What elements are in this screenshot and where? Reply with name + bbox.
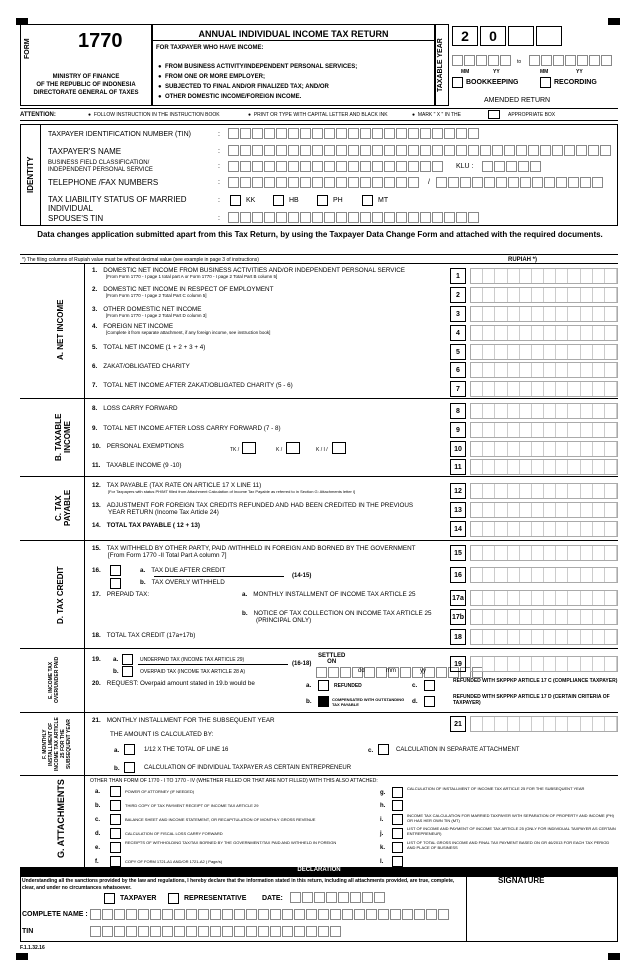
form-subtitle: FOR TAXPAYER WHO HAVE INCOME: bbox=[156, 45, 264, 51]
recording-checkbox[interactable] bbox=[540, 77, 551, 88]
installment-option-c-checkbox[interactable] bbox=[378, 744, 389, 755]
section-b-label: B. TAXABLE INCOME bbox=[54, 413, 72, 461]
line-number-14: 14 bbox=[450, 521, 466, 537]
spouse-tin-input[interactable] bbox=[228, 212, 480, 223]
line-9-label: TOTAL NET INCOME AFTER LOSS CARRY FORWARD (7 - 8) bbox=[103, 425, 281, 432]
refund-option-d-checkbox[interactable] bbox=[424, 696, 435, 707]
line-8-label: LOSS CARRY FORWARD bbox=[103, 405, 178, 412]
line-number-11: 11 bbox=[450, 459, 466, 475]
line-number-2: 2 bbox=[450, 287, 466, 303]
complete-name-input[interactable] bbox=[90, 909, 450, 920]
attachment-e-checkbox[interactable] bbox=[110, 842, 121, 853]
corner-marker bbox=[608, 18, 620, 25]
line-number-15: 15 bbox=[450, 545, 466, 561]
year-digit-1: 2 bbox=[452, 26, 478, 46]
form-label: FORM bbox=[24, 38, 31, 60]
data-change-notice: Data changes application submitted apart from this Tax Return, by using the Taxpayer Data Change Form and attached with the required documents. bbox=[37, 230, 603, 239]
attachment-b-checkbox[interactable] bbox=[110, 800, 121, 811]
line-number-6: 6 bbox=[450, 362, 466, 378]
line-14-amount[interactable] bbox=[470, 521, 618, 537]
line-17b-amount[interactable] bbox=[470, 609, 618, 625]
line-12-amount[interactable] bbox=[470, 483, 618, 499]
line-number-1: 1 bbox=[450, 268, 466, 284]
line-number-13: 13 bbox=[450, 502, 466, 518]
status-ph-checkbox[interactable] bbox=[317, 195, 328, 206]
line-11-amount[interactable] bbox=[470, 459, 618, 475]
line-number-17b: 17b bbox=[450, 609, 466, 625]
line-11-label: TAXABLE INCOME (9 -10) bbox=[106, 462, 182, 469]
attachment-g-checkbox[interactable] bbox=[392, 787, 403, 798]
tin-input[interactable] bbox=[228, 128, 480, 139]
section-a-label: A. NET INCOME bbox=[56, 299, 65, 361]
rupiah-label: RUPIAH *) bbox=[508, 257, 538, 263]
spouse-tin-label: SPOUSE'S TIN bbox=[48, 214, 104, 223]
declaration-tin-input[interactable] bbox=[90, 926, 342, 937]
line-12-label: TAX PAYABLE (TAX RATE ON ARTICLE 17 X LINE 11) bbox=[106, 482, 262, 489]
line-number-9: 9 bbox=[450, 422, 466, 438]
line-9-amount[interactable] bbox=[470, 422, 618, 438]
amended-return-label: AMENDED RETURN bbox=[484, 97, 551, 104]
line-4-amount[interactable] bbox=[470, 325, 618, 341]
bookkeeping-checkbox[interactable] bbox=[452, 77, 463, 88]
line-number-19: 19 bbox=[450, 656, 466, 672]
line-5-amount[interactable] bbox=[470, 344, 618, 360]
form-number: 1770 bbox=[78, 30, 123, 52]
line-19a-checkbox[interactable] bbox=[122, 654, 133, 665]
corner-marker bbox=[16, 953, 28, 960]
line-16-amount[interactable] bbox=[470, 567, 618, 583]
line-18-amount[interactable] bbox=[470, 629, 618, 645]
line-2-label: DOMESTIC NET INCOME IN RESPECT OF EMPLOYMENT bbox=[103, 286, 274, 293]
line-17a-amount[interactable] bbox=[470, 590, 618, 606]
declaration-date-input[interactable] bbox=[290, 892, 386, 903]
identity-section-label: IDENTITY bbox=[26, 156, 35, 194]
signature-label: SIGNATURE bbox=[498, 876, 545, 885]
line-13-label: ADJUSTMENT FOR FOREIGN TAX CREDITS REFUNDED AND HAD BEEN CREDITED IN THE PREVIOUS bbox=[106, 502, 414, 509]
installment-option-a-checkbox[interactable] bbox=[124, 744, 135, 755]
corner-marker bbox=[608, 953, 620, 960]
telephone-label: TELEPHONE /FAX NUMBERS bbox=[48, 178, 159, 187]
line-6-amount[interactable] bbox=[470, 362, 618, 378]
line-number-4: 4 bbox=[450, 325, 466, 341]
line-21-amount[interactable] bbox=[470, 716, 618, 732]
line-10-amount[interactable] bbox=[470, 441, 618, 457]
business-field-input[interactable] bbox=[228, 161, 444, 172]
year-digit-4[interactable] bbox=[536, 26, 562, 46]
line-20-label: REQUEST: Overpaid amount stated in 19.b would be bbox=[106, 680, 255, 687]
status-hb-checkbox[interactable] bbox=[273, 195, 284, 206]
marital-status-label: TAX LIABILITY STATUS OF MARRIED INDIVIDUAL bbox=[48, 195, 187, 213]
fax-input[interactable] bbox=[436, 177, 604, 188]
section-f-label: F. MONTHLY INSTALLMENT OF INCOME TAX ARTICLE 25 FOR THE SUBSEQUENT YEAR bbox=[42, 717, 72, 771]
line-16a-checkbox[interactable] bbox=[110, 565, 121, 576]
attachment-c-checkbox[interactable] bbox=[110, 814, 121, 825]
attachment-k-checkbox[interactable] bbox=[392, 842, 403, 853]
attachment-d-checkbox[interactable] bbox=[110, 828, 121, 839]
line-number-5: 5 bbox=[450, 344, 466, 360]
klu-input[interactable] bbox=[482, 161, 542, 172]
attachments-heading: OTHER THAN FORM OF 1770 - I TO 1770 - IV (WHETHER FILLED OR THAT ARE NOT FILLED) WITH THIS ALSO ATTACHED: bbox=[90, 778, 378, 784]
line-4-label: FOREIGN NET INCOME bbox=[103, 323, 174, 330]
line-8-amount[interactable] bbox=[470, 403, 618, 419]
declaration-text: Understanding all the sanctions provided by the law and regulations, I hereby declare that the information stated in this return, including all attachments provided, are true, complete, clear, and under no circumtances whatsoever. bbox=[22, 878, 455, 891]
line-3-label: OTHER DOMESTIC NET INCOME bbox=[103, 306, 202, 313]
exemption-tk-input[interactable] bbox=[242, 442, 256, 454]
attachment-f-checkbox[interactable] bbox=[110, 856, 121, 867]
line-7-label: TOTAL NET INCOME AFTER ZAKAT/OBLIGATED CHARITY (5 - 6) bbox=[103, 382, 293, 389]
attachment-h-checkbox[interactable] bbox=[392, 800, 403, 811]
status-kk-checkbox[interactable] bbox=[230, 195, 241, 206]
representative-checkbox[interactable] bbox=[168, 893, 179, 904]
line-number-12: 12 bbox=[450, 483, 466, 499]
section-c-label: C. TAX PAYABLE bbox=[54, 489, 72, 527]
recording-label: RECORDING bbox=[554, 79, 597, 86]
taxpayer-checkbox[interactable] bbox=[104, 893, 115, 904]
bookkeeping-label: BOOKKEEPING bbox=[466, 79, 519, 86]
exemption-k-input[interactable] bbox=[286, 442, 300, 454]
line-number-18: 18 bbox=[450, 629, 466, 645]
line-13-amount[interactable] bbox=[470, 502, 618, 518]
line-1-amount[interactable] bbox=[470, 268, 618, 284]
taxable-year-label: TAXABLE YEAR bbox=[437, 38, 444, 92]
line-21-label: MONTHLY INSTALLMENT FOR THE SUBSEQUENT YEAR bbox=[106, 717, 275, 724]
line-19-amount[interactable] bbox=[470, 656, 618, 672]
filling-note: *) The filing columns of Rupiah value must be without decimal value (see example in page 3 of instructions) bbox=[22, 257, 259, 263]
telephone-input[interactable] bbox=[228, 177, 420, 188]
income-criteria-list: ● FROM BUSINESS ACTIVITY/INDEPENDENT PERSONAL SERVICES; ● FROM ONE OR MORE EMPLOYER; ● SUBJECTED TO FINAL AND/OR FINALIZED TAX; AND/OR ● OTHER DOMESTIC INCOME/FOREIGN INCOME. bbox=[158, 64, 358, 100]
line-number-21: 21 bbox=[450, 716, 466, 732]
line-10-label: PERSONAL EXEMPTIONS bbox=[106, 443, 184, 450]
line-number-8: 8 bbox=[450, 403, 466, 419]
line-15-amount[interactable] bbox=[470, 545, 618, 561]
line-16b-checkbox[interactable] bbox=[110, 578, 121, 589]
line-17-label: PREPAID TAX: bbox=[106, 591, 150, 598]
period-start-cells[interactable] bbox=[452, 55, 512, 66]
attachment-l-checkbox[interactable] bbox=[392, 856, 403, 867]
line-number-16: 16 bbox=[450, 567, 466, 583]
refund-option-a-checkbox[interactable] bbox=[318, 680, 329, 691]
attachment-j-checkbox[interactable] bbox=[392, 828, 403, 839]
line-number-17a: 17a bbox=[450, 590, 466, 606]
line-number-3: 3 bbox=[450, 306, 466, 322]
line-1-label: DOMESTIC NET INCOME FROM BUSINESS ACTIVITIES AND/OR INDEPENDENT PERSONAL SERVICE bbox=[103, 267, 405, 274]
line-5-label: TOTAL NET INCOME (1 + 2 + 3 + 4) bbox=[103, 344, 206, 351]
attachment-a-checkbox[interactable] bbox=[110, 786, 121, 797]
complete-name-label: COMPLETE NAME : bbox=[22, 911, 88, 918]
form-code: F.1.1.32.16 bbox=[20, 945, 45, 951]
line-7-amount[interactable] bbox=[470, 381, 618, 397]
line-15-label: TAX WITHHELD BY OTHER PARTY, PAID /WITHHELD IN FOREIGN AND BORNED BY THE GOVERNMENT bbox=[106, 545, 416, 552]
declaration-title: DECLARATION bbox=[20, 867, 618, 876]
refund-option-c-checkbox[interactable] bbox=[424, 680, 435, 691]
attention-bar: ATTENTION: ● FOLLOW INSTRUCTION IN THE INSTRUCTION BOOK ● PRINT OR TYPE WITH CAPITAL LETTER AND BLACK INK ● MARK " X " IN THE APPROPRIATE BOX bbox=[20, 112, 556, 118]
tin-label: TAXPAYER IDENTIFICATION NUMBER (TIN) bbox=[48, 131, 191, 138]
line-19b-checkbox[interactable] bbox=[122, 666, 133, 677]
form-title: ANNUAL INDIVIDUAL INCOME TAX RETURN bbox=[198, 29, 389, 39]
line-14-label: TOTAL TAX PAYABLE ( 12 + 13) bbox=[106, 522, 201, 529]
section-e-label: E. INCOME TAX OVER/UNDER PAID bbox=[48, 656, 60, 704]
taxpayer-name-input[interactable] bbox=[228, 145, 612, 156]
line-number-7: 7 bbox=[450, 381, 466, 397]
declaration-tin-label: TIN bbox=[22, 928, 34, 935]
line-6-label: ZAKAT/OBLIGATED CHARITY bbox=[103, 363, 190, 370]
line-2-amount[interactable] bbox=[470, 287, 618, 303]
line-3-amount[interactable] bbox=[470, 306, 618, 322]
ministry: MINISTRY OF FINANCE OF THE REPUBLIC OF INDONESIA DIRECTORATE GENERAL OF TAXES bbox=[33, 74, 139, 96]
section-g-label: G. ATTACHMENTS bbox=[56, 779, 66, 858]
period-end-cells[interactable] bbox=[529, 55, 613, 66]
refund-option-b-checkbox[interactable] bbox=[318, 696, 329, 707]
section-d-label: D. TAX CREDIT bbox=[56, 566, 65, 624]
taxpayer-name-label: TAXPAYER'S NAME bbox=[48, 147, 122, 156]
installment-option-b-checkbox[interactable] bbox=[124, 762, 135, 773]
exemption-ki-input[interactable] bbox=[332, 442, 346, 454]
year-digit-3[interactable] bbox=[508, 26, 534, 46]
status-mt-checkbox[interactable] bbox=[362, 195, 373, 206]
line-number-10: 10 bbox=[450, 441, 466, 457]
business-classification-label: BUSINESS FIELD CLASSIFICATION/ INDEPENDENT PERSONAL SERVICE bbox=[48, 160, 153, 173]
line-18-label: TOTAL TAX CREDIT (17a+17b) bbox=[106, 632, 196, 639]
year-digit-2: 0 bbox=[480, 26, 506, 46]
attachment-i-checkbox[interactable] bbox=[392, 814, 403, 825]
klu-label: KLU : bbox=[456, 163, 474, 170]
